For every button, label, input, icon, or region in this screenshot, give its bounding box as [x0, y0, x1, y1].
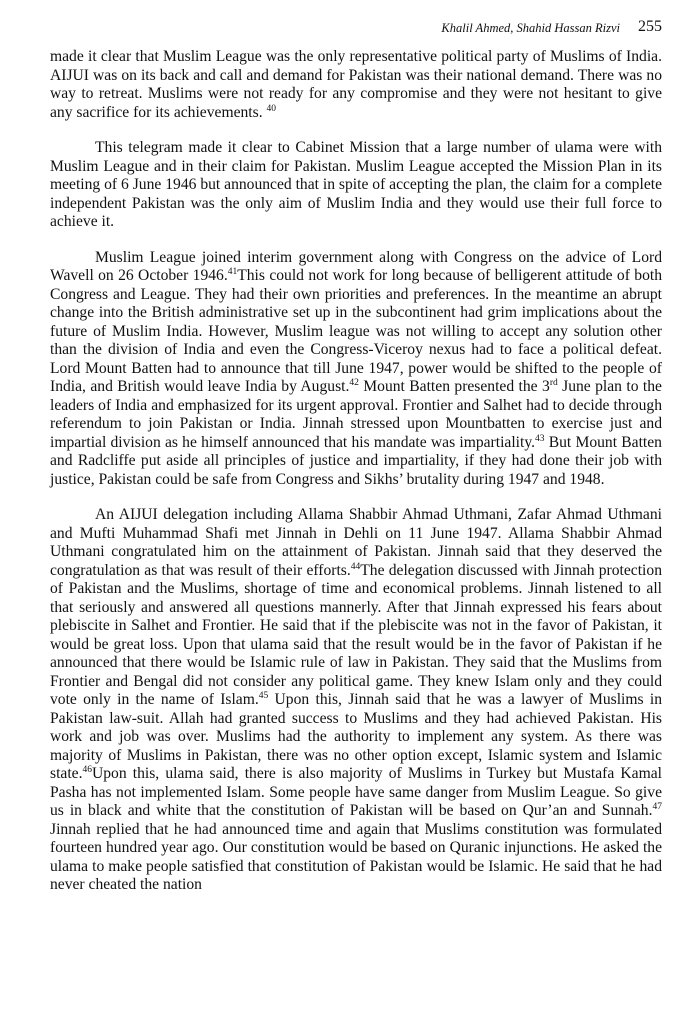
- footnote-marker: 42: [349, 377, 359, 388]
- text-run: The delegation discussed with Jinnah protection of Pakistan and the Muslims, shortage of time and economical problems. Jinnah listened to all that seriously and answered all questions mannerly. After that Jinnah expressed his fears about plebiscite in Salhet and Frontier. He said that if the plebiscite was not in the favor of Pakistan, it would be great loss. Upon that ulama said that the result would be in the favor of Pakistan if he announced that there would be Islamic rule of law in Pakistan. They said that the Muslims from Frontier and Bengal did not consider any political game. They knew Islam only and they could vote only in the name of Islam.: [50, 561, 662, 708]
- footnote-marker: 40: [266, 103, 276, 114]
- text-run: But Mount Batten and Radcliffe put aside all principles of justice and impartiality, if they had done their job with justice, Pakistan could be safe from Congress and Sikhs’ brutality during 1947 and 1948.: [50, 433, 662, 488]
- paragraph-2: [50, 139, 662, 232]
- paragraph-4: [50, 506, 662, 895]
- text-run: This telegram made it clear to Cabinet Mission that a large number of ulama were with Muslim League and in their claim for Pakistan. Muslim League accepted the Mission Plan in its meeting of 6 June 1946 but announced that in spite of accepting the plan, the claim for a complete independent Pakistan was the only aim of Muslim India and they would use their full force to achieve it.: [50, 139, 662, 230]
- footnote-marker: 41: [227, 266, 238, 277]
- text-run: June plan to the leaders of India and emphasized for its urgent approval. Frontier and Salhet had to decide through referendum to join Pakistan or India. Jinnah stressed upon Mountbatten to exercise just and impartial division as he himself announced that his mandate was impartiality.: [50, 378, 662, 451]
- text-run: Upon this, ulama said, there is also majority of Muslims in Turkey but Mustafa Kamal Pasha has not implemented Islam. Some people have same danger from Muslim League. So give us in black and white that the constitution of Pakistan will be based on Qur’an and Sunnah.: [50, 765, 662, 819]
- footnote-marker: 44: [350, 561, 361, 572]
- footnote-marker: 47: [652, 801, 662, 812]
- footnote-marker: 45: [258, 690, 269, 701]
- running-head: Khalil Ahmed, Shahid Hassan Rizvi: [441, 21, 620, 35]
- text-run: This could not work for long because of belligerent attitude of both Congress and League. They had their own priorities and preferences. In the meantime an abrupt change into the British administrative set up in the subcontinent had grim implications about the future of Muslim India. However, Muslim league was not willing to accept any solution other than the division of India and even the Congress-Viceroy nexus had to face a political defeat. Lord Mount Batten had to announce that till June 1947, power would be shifted to the people of India, and British would leave India by August.: [50, 267, 662, 395]
- text-run: Muslim League joined interim government along with Congress on the advice of Lord Wavell on 26 October 1946.: [50, 248, 662, 284]
- text-run: made it clear that Muslim League was the only representative political party of Muslims of India. AIJUI was on its back and call and demand for Pakistan was their national demand. There was no way to retreat. Muslims were not ready for any compromise and they were not hesitant to give any sacrifice for its achievements.: [50, 48, 662, 121]
- page-header: [50, 18, 662, 40]
- footnote-marker: 43: [535, 433, 545, 444]
- footnote-marker: 46: [82, 764, 92, 775]
- paragraph-1: [50, 48, 662, 122]
- text-run: Jinnah replied that he had announced time and again that Muslims constitution was formulated fourteen hundred year ago. Our constitution would be based on Quranic injunctions. He asked the ulama to make people satisfied that constitution of Pakistan would be Islamic. He said that he had never cheated the nation: [50, 820, 662, 893]
- page-number: 255: [638, 18, 662, 35]
- text-run: An AIJUI delegation including Allama Shabbir Ahmad Uthmani, Zafar Ahmad Uthmani and Mufti Muhammad Shafi met Jinnah in Dehli on 11 June 1947. Allama Shabbir Ahmad Uthmani congratulated him on the attainment of Pakistan. Jinnah said that they deserved the congratulation as that was result of their efforts.: [50, 506, 662, 579]
- body-text: [50, 48, 662, 895]
- paragraph-3: [50, 249, 662, 490]
- footnote-marker: rd: [549, 377, 558, 388]
- text-run: Upon this, Jinnah said that he was a lawyer of Muslims in Pakistan law-suit. Allah had granted success to Muslims and they had achieved Pakistan. His work and job was over. Muslims had the authority to implement any system. As there was majority of Muslims in Pakistan, there was no other option except, Islamic system and Islamic state.: [50, 691, 662, 782]
- text-run: Mount Batten presented the 3: [358, 378, 550, 395]
